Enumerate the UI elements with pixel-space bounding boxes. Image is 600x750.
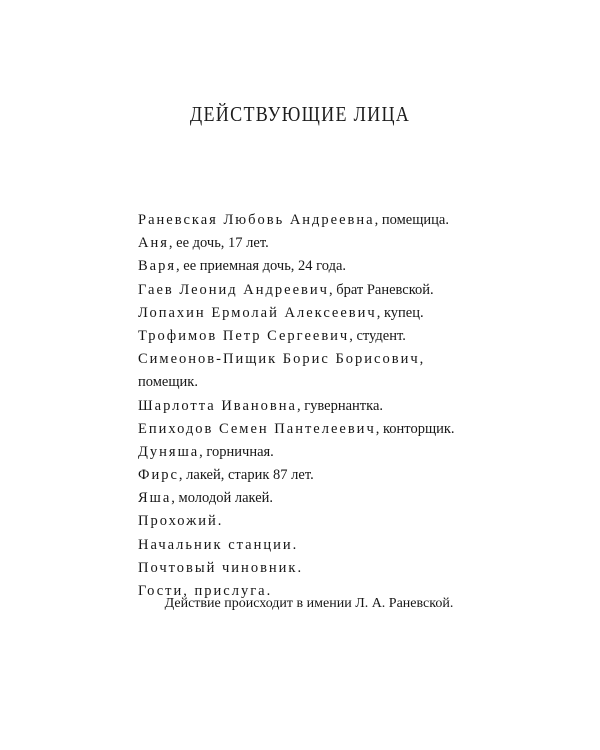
- character-name: Епиходов Семен Пантелеевич: [138, 420, 376, 437]
- character-name: Гости, прислуга: [138, 583, 267, 599]
- character-description: , брат Раневской.: [328, 281, 434, 298]
- character-description: , ее дочь, 17 лет.: [168, 235, 269, 252]
- cast-item: [138, 395, 578, 418]
- character-description: .: [266, 583, 271, 599]
- character-name: Начальник станции: [138, 536, 293, 553]
- cast-item: [138, 441, 578, 464]
- cast-item: [138, 348, 578, 371]
- cast-item: [138, 464, 578, 487]
- cast-item: [138, 371, 578, 394]
- character-name: Симеонов-Пищик Борис Борисович: [138, 351, 420, 368]
- character-name: Варя: [138, 258, 177, 275]
- setting-note: Действие происходит в имении Л. А. Раневской.: [164, 596, 454, 611]
- character-name: Трофимов Петр Сергеевич: [138, 327, 350, 344]
- character-description: .: [217, 513, 222, 530]
- character-description: , студент.: [349, 327, 406, 344]
- character-name: Прохожий: [138, 513, 218, 530]
- character-description: .: [297, 559, 302, 576]
- character-description: , помещица.: [374, 212, 449, 228]
- character-description: , конторщик.: [375, 420, 455, 437]
- cast-item: [138, 279, 578, 302]
- character-name: Почтовый чиновник: [138, 559, 298, 576]
- cast-item: [138, 418, 578, 441]
- character-name: Раневская Любовь Андреевна: [138, 212, 375, 228]
- page-title: ДЕЙСТВУЮЩИЕ ЛИЦА: [189, 102, 411, 126]
- character-description: .: [292, 536, 297, 553]
- character-name: Фирс: [138, 467, 179, 484]
- cast-item: [138, 557, 578, 580]
- character-name: Дуняша: [138, 443, 200, 460]
- cast-item: [138, 255, 578, 278]
- character-name: Аня: [138, 235, 169, 252]
- character-description: , лакей, старик 87 лет.: [178, 467, 314, 484]
- character-description: , купец.: [376, 304, 424, 321]
- cast-item: [138, 534, 578, 557]
- cast-item: [138, 232, 578, 255]
- character-description: , горничная.: [199, 443, 274, 460]
- cast-item: [138, 209, 578, 232]
- character-name: Лопахин Ермолай Алексеевич: [138, 304, 377, 321]
- cast-item: [138, 487, 578, 510]
- character-description: помещик.: [138, 374, 198, 391]
- character-description: ,: [419, 351, 424, 368]
- character-description: , молодой лакей.: [171, 490, 274, 507]
- character-description: , ее приемная дочь, 24 года.: [176, 258, 347, 275]
- cast-item: [138, 510, 578, 533]
- character-name: Яша: [138, 490, 172, 507]
- character-name: Шарлотта Ивановна: [138, 397, 297, 414]
- character-name: Гаев Леонид Андреевич: [138, 281, 329, 298]
- character-description: , гувернантка.: [296, 397, 384, 414]
- cast-list: [138, 209, 578, 603]
- cast-item: [138, 325, 578, 348]
- cast-item: [138, 302, 578, 325]
